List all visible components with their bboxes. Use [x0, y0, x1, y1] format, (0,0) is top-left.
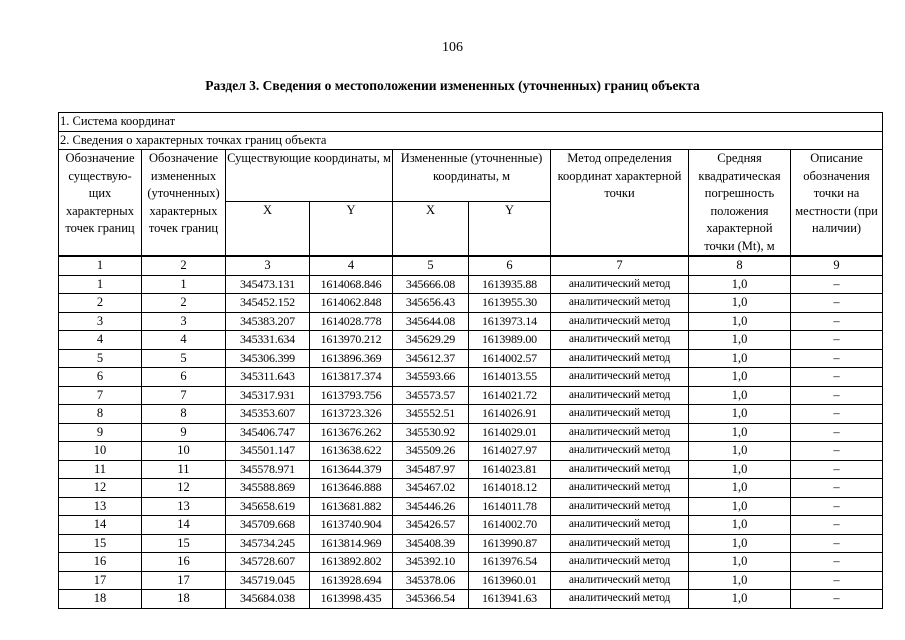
method-cell: аналитический метод	[551, 312, 689, 331]
error-cell: 1,0	[689, 590, 791, 609]
changed-y-cell: 1613990.87	[469, 534, 551, 553]
existing-y-cell: 1613892.802	[310, 553, 393, 572]
description-cell: –	[791, 368, 883, 387]
method-cell: аналитический метод	[551, 386, 689, 405]
method-cell: аналитический метод	[551, 405, 689, 424]
table-row	[59, 571, 883, 590]
method-cell: аналитический метод	[551, 590, 689, 609]
changed-x-cell: 345487.97	[393, 460, 469, 479]
error-cell: 1,0	[689, 516, 791, 535]
error-cell: 1,0	[689, 460, 791, 479]
table-row	[59, 275, 883, 294]
existing-y-cell: 1613646.888	[310, 479, 393, 498]
changed-point-cell: 12	[142, 479, 226, 498]
existing-point-cell: 17	[59, 571, 142, 590]
existing-point-cell: 2	[59, 294, 142, 313]
column-number: 7	[551, 256, 689, 275]
table-row	[59, 349, 883, 368]
changed-point-cell: 10	[142, 442, 226, 461]
table-row	[59, 553, 883, 572]
header-description: Описание обозначения точки на местности (при наличии)	[791, 150, 883, 257]
column-number: 6	[469, 256, 551, 275]
method-cell: аналитический метод	[551, 571, 689, 590]
existing-point-cell: 16	[59, 553, 142, 572]
changed-point-cell: 15	[142, 534, 226, 553]
description-cell: –	[791, 571, 883, 590]
existing-x-cell: 345452.152	[226, 294, 310, 313]
header-changed-y: Y	[469, 202, 551, 256]
column-number: 3	[226, 256, 310, 275]
changed-y-cell: 1614013.55	[469, 368, 551, 387]
column-number: 5	[393, 256, 469, 275]
existing-x-cell: 345719.045	[226, 571, 310, 590]
description-cell: –	[791, 386, 883, 405]
existing-point-cell: 14	[59, 516, 142, 535]
existing-x-cell: 345331.634	[226, 331, 310, 350]
changed-y-cell: 1613973.14	[469, 312, 551, 331]
existing-point-cell: 4	[59, 331, 142, 350]
description-cell: –	[791, 312, 883, 331]
existing-point-cell: 18	[59, 590, 142, 609]
boundary-points-info-row: 2. Сведения о характерных точках границ объекта	[59, 131, 883, 150]
existing-x-cell: 345317.931	[226, 386, 310, 405]
table-row	[59, 423, 883, 442]
existing-x-cell: 345311.643	[226, 368, 310, 387]
column-number: 2	[142, 256, 226, 275]
changed-x-cell: 345656.43	[393, 294, 469, 313]
changed-point-cell: 9	[142, 423, 226, 442]
existing-point-cell: 6	[59, 368, 142, 387]
existing-x-cell: 345734.245	[226, 534, 310, 553]
changed-x-cell: 345467.02	[393, 479, 469, 498]
existing-point-cell: 3	[59, 312, 142, 331]
existing-point-cell: 7	[59, 386, 142, 405]
existing-y-cell: 1613814.969	[310, 534, 393, 553]
changed-point-cell: 11	[142, 460, 226, 479]
changed-point-cell: 5	[142, 349, 226, 368]
table-row	[59, 590, 883, 609]
changed-point-cell: 18	[142, 590, 226, 609]
changed-x-cell: 345408.39	[393, 534, 469, 553]
existing-y-cell: 1613928.694	[310, 571, 393, 590]
existing-y-cell: 1613676.262	[310, 423, 393, 442]
header-existing-y: Y	[310, 202, 393, 256]
existing-y-cell: 1613681.882	[310, 497, 393, 516]
description-cell: –	[791, 553, 883, 572]
changed-point-cell: 14	[142, 516, 226, 535]
changed-x-cell: 345378.06	[393, 571, 469, 590]
existing-y-cell: 1613817.374	[310, 368, 393, 387]
table-row	[59, 331, 883, 350]
existing-x-cell: 345383.207	[226, 312, 310, 331]
error-cell: 1,0	[689, 479, 791, 498]
error-cell: 1,0	[689, 442, 791, 461]
changed-y-cell: 1614002.57	[469, 349, 551, 368]
section-title: Раздел 3. Сведения о местоположении измененных (уточненных) границ объекта	[205, 78, 700, 93]
changed-y-cell: 1614023.81	[469, 460, 551, 479]
existing-y-cell: 1613638.622	[310, 442, 393, 461]
table-row	[59, 479, 883, 498]
existing-x-cell: 345473.131	[226, 275, 310, 294]
method-cell: аналитический метод	[551, 497, 689, 516]
error-cell: 1,0	[689, 423, 791, 442]
method-cell: аналитический метод	[551, 479, 689, 498]
description-cell: –	[791, 275, 883, 294]
existing-x-cell: 345588.869	[226, 479, 310, 498]
existing-point-cell: 15	[59, 534, 142, 553]
existing-y-cell: 1614062.848	[310, 294, 393, 313]
changed-point-cell: 7	[142, 386, 226, 405]
changed-x-cell: 345666.08	[393, 275, 469, 294]
existing-point-cell: 8	[59, 405, 142, 424]
existing-x-cell: 345353.607	[226, 405, 310, 424]
existing-y-cell: 1613970.212	[310, 331, 393, 350]
existing-point-cell: 13	[59, 497, 142, 516]
method-cell: аналитический метод	[551, 294, 689, 313]
existing-y-cell: 1613793.756	[310, 386, 393, 405]
changed-y-cell: 1614011.78	[469, 497, 551, 516]
existing-x-cell: 345658.619	[226, 497, 310, 516]
method-cell: аналитический метод	[551, 516, 689, 535]
method-cell: аналитический метод	[551, 534, 689, 553]
existing-point-cell: 5	[59, 349, 142, 368]
changed-y-cell: 1613935.88	[469, 275, 551, 294]
changed-y-cell: 1613955.30	[469, 294, 551, 313]
column-number: 1	[59, 256, 142, 275]
header-error: Средняя квадратическая погрешность положения характерной точки (Mt), м	[689, 150, 791, 257]
changed-y-cell: 1614029.01	[469, 423, 551, 442]
error-cell: 1,0	[689, 571, 791, 590]
column-number: 9	[791, 256, 883, 275]
table-row	[59, 460, 883, 479]
existing-x-cell: 345728.607	[226, 553, 310, 572]
header-existing-coords: Существующие координаты, м	[226, 150, 393, 202]
changed-point-cell: 2	[142, 294, 226, 313]
header-method: Метод определения координат характерной точки	[551, 150, 689, 257]
description-cell: –	[791, 516, 883, 535]
table-row	[59, 368, 883, 387]
existing-point-cell: 10	[59, 442, 142, 461]
error-cell: 1,0	[689, 275, 791, 294]
existing-y-cell: 1613896.369	[310, 349, 393, 368]
changed-point-cell: 17	[142, 571, 226, 590]
existing-point-cell: 11	[59, 460, 142, 479]
description-cell: –	[791, 349, 883, 368]
table-row	[59, 516, 883, 535]
error-cell: 1,0	[689, 368, 791, 387]
changed-y-cell: 1614026.91	[469, 405, 551, 424]
description-cell: –	[791, 331, 883, 350]
error-cell: 1,0	[689, 349, 791, 368]
description-cell: –	[791, 294, 883, 313]
description-cell: –	[791, 497, 883, 516]
changed-x-cell: 345446.26	[393, 497, 469, 516]
table-row	[59, 442, 883, 461]
method-cell: аналитический метод	[551, 275, 689, 294]
changed-point-cell: 8	[142, 405, 226, 424]
changed-point-cell: 13	[142, 497, 226, 516]
existing-x-cell: 345501.147	[226, 442, 310, 461]
description-cell: –	[791, 442, 883, 461]
table-row	[59, 405, 883, 424]
existing-x-cell: 345406.747	[226, 423, 310, 442]
table-row	[59, 294, 883, 313]
changed-y-cell: 1614002.70	[469, 516, 551, 535]
error-cell: 1,0	[689, 497, 791, 516]
changed-x-cell: 345612.37	[393, 349, 469, 368]
error-cell: 1,0	[689, 534, 791, 553]
method-cell: аналитический метод	[551, 460, 689, 479]
error-cell: 1,0	[689, 386, 791, 405]
header-changed-x: X	[393, 202, 469, 256]
changed-x-cell: 345392.10	[393, 553, 469, 572]
changed-point-cell: 6	[142, 368, 226, 387]
existing-point-cell: 9	[59, 423, 142, 442]
changed-y-cell: 1614027.97	[469, 442, 551, 461]
existing-y-cell: 1614068.846	[310, 275, 393, 294]
error-cell: 1,0	[689, 312, 791, 331]
method-cell: аналитический метод	[551, 349, 689, 368]
header-existing-points: Обозначение существую-щих характерных точек границ	[59, 150, 142, 257]
changed-x-cell: 345573.57	[393, 386, 469, 405]
existing-y-cell: 1613998.435	[310, 590, 393, 609]
table-row	[59, 312, 883, 331]
existing-x-cell: 345306.399	[226, 349, 310, 368]
existing-y-cell: 1613740.904	[310, 516, 393, 535]
changed-point-cell: 3	[142, 312, 226, 331]
header-existing-x: X	[226, 202, 310, 256]
changed-x-cell: 345593.66	[393, 368, 469, 387]
table-row	[59, 386, 883, 405]
error-cell: 1,0	[689, 331, 791, 350]
column-number: 4	[310, 256, 393, 275]
table-row	[59, 497, 883, 516]
changed-y-cell: 1614021.72	[469, 386, 551, 405]
changed-x-cell: 345552.51	[393, 405, 469, 424]
changed-y-cell: 1613989.00	[469, 331, 551, 350]
changed-y-cell: 1613960.01	[469, 571, 551, 590]
existing-y-cell: 1613723.326	[310, 405, 393, 424]
page-number: 106	[442, 40, 463, 55]
existing-x-cell: 345578.971	[226, 460, 310, 479]
changed-x-cell: 345509.26	[393, 442, 469, 461]
changed-point-cell: 16	[142, 553, 226, 572]
changed-x-cell: 345366.54	[393, 590, 469, 609]
changed-point-cell: 1	[142, 275, 226, 294]
method-cell: аналитический метод	[551, 423, 689, 442]
description-cell: –	[791, 590, 883, 609]
changed-x-cell: 345530.92	[393, 423, 469, 442]
existing-x-cell: 345709.668	[226, 516, 310, 535]
existing-y-cell: 1613644.379	[310, 460, 393, 479]
existing-point-cell: 1	[59, 275, 142, 294]
description-cell: –	[791, 534, 883, 553]
table-row	[59, 534, 883, 553]
changed-y-cell: 1613941.63	[469, 590, 551, 609]
method-cell: аналитический метод	[551, 331, 689, 350]
error-cell: 1,0	[689, 294, 791, 313]
header-changed-points: Обозначение измененных (уточненных) характерных точек границ	[142, 150, 226, 257]
column-number: 8	[689, 256, 791, 275]
error-cell: 1,0	[689, 405, 791, 424]
method-cell: аналитический метод	[551, 553, 689, 572]
changed-x-cell: 345629.29	[393, 331, 469, 350]
description-cell: –	[791, 460, 883, 479]
changed-x-cell: 345644.08	[393, 312, 469, 331]
description-cell: –	[791, 479, 883, 498]
existing-point-cell: 12	[59, 479, 142, 498]
changed-y-cell: 1613976.54	[469, 553, 551, 572]
coordinate-system-row: 1. Система координат	[59, 113, 883, 132]
existing-x-cell: 345684.038	[226, 590, 310, 609]
changed-y-cell: 1614018.12	[469, 479, 551, 498]
method-cell: аналитический метод	[551, 368, 689, 387]
changed-x-cell: 345426.57	[393, 516, 469, 535]
changed-point-cell: 4	[142, 331, 226, 350]
header-changed-coords: Измененные (уточненные) координаты, м	[393, 150, 551, 202]
existing-y-cell: 1614028.778	[310, 312, 393, 331]
boundary-points-table	[58, 112, 883, 609]
method-cell: аналитический метод	[551, 442, 689, 461]
error-cell: 1,0	[689, 553, 791, 572]
description-cell: –	[791, 405, 883, 424]
description-cell: –	[791, 423, 883, 442]
